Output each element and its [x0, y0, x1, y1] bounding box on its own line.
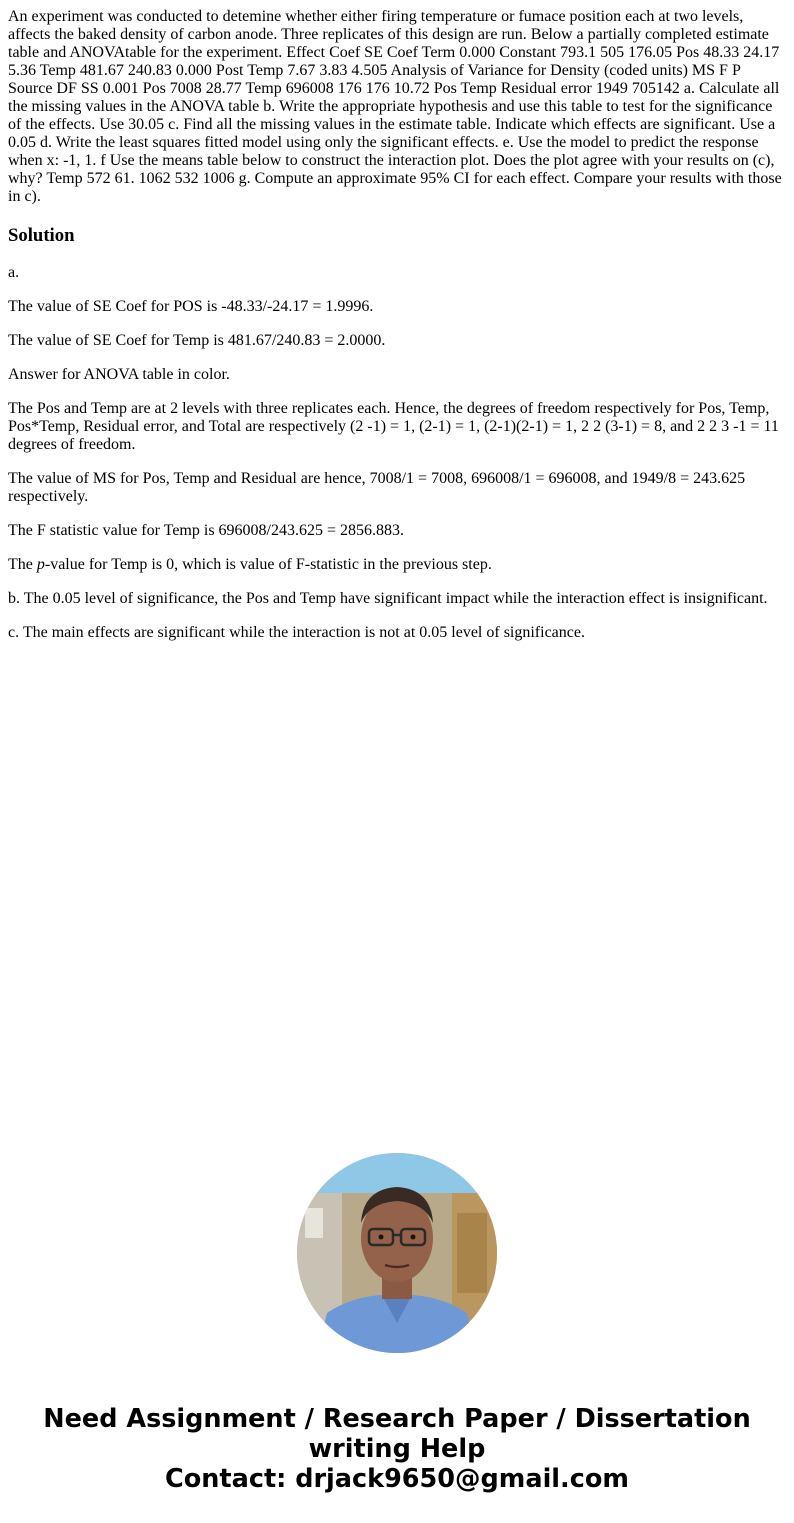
- footer-help-text: Need Assignment / Research Paper / Dissertation writing Help: [43, 1404, 751, 1464]
- f-statistic-text: The F statistic value for Temp is 696008/243.625 = 2856.883.: [8, 522, 405, 539]
- footer-banner: [0, 1404, 794, 1494]
- p-value-prefix: The: [8, 556, 37, 573]
- question-text: An experiment was conducted to detemine whether either firing temperature or fumace position each at two levels, affects the baked density of carbon anode. Three replicates of this design are run. Below a partially completed estimate table and ANOVAtable for the experiment. Effect Coef SE Coef Term 0.000 Constant 793.1 505 176.05 Pos 48.33 24.17 5.36 Temp 481.67 240.83 0.000 Post Temp 7.67 3.83 4.505 Analysis of Variance for Density (coded units) MS F P Source DF SS 0.001 Pos 7008 28.77 Temp 696008 176 176 10.72 Pos Temp Residual error 1949 705142 a. Calculate all the missing values in the ANOVA table b. Write the appropriate hypothesis and use this table to test for the significance of the effects. Use 30.05 c. Find all the missing values in the estimate table. Indicate which effects are significant. Use a 0.05 d. Write the least squares fitted model using only the significant effects. e. Use the model to predict the response when x: -1, 1. f Use the means table below to construct the interaction plot. Does the plot agree with your results on (c), why? Temp 572 61. 1062 532 1006 g. Compute an approximate 95% CI for each effect. Compare your results with those in c).: [8, 8, 782, 205]
- p-italic: p: [36, 556, 45, 573]
- part-b-text: b. The 0.05 level of significance, the Pos and Temp have significant impact while the interaction effect is insignificant.: [8, 590, 768, 607]
- part-a-label: a.: [8, 264, 20, 281]
- se-coef-pos-text: The value of SE Coef for POS is -48.33/-24.17 = 1.9996.: [8, 298, 374, 315]
- mean-squares-text: The value of MS for Pos, Temp and Residual are hence, 7008/1 = 7008, 696008/1 = 696008, and 1949/8 = 243.625 respectively.: [8, 470, 746, 505]
- p-value-suffix: -value for Temp is 0, which is value of F-statistic in the previous step.: [44, 556, 492, 573]
- degrees-of-freedom-text: The Pos and Temp are at 2 levels with three replicates each. Hence, the degrees of freedom respectively for Pos, Temp, Pos*Temp, Residual error, and Total are respectively (2 -1) = 1, (2-1) = 1, (2-1)(2-1) = 1, 2 2 (3-1) = 8, and 2 2 3 -1 = 11 degrees of freedom.: [8, 400, 779, 453]
- footer-contact-text: Contact: drjack9650@gmail.com: [165, 1464, 629, 1494]
- se-coef-temp-text: The value of SE Coef for Temp is 481.67/240.83 = 2.0000.: [8, 332, 386, 349]
- author-avatar: [297, 1153, 497, 1353]
- part-c-text: c. The main effects are significant while the interaction is not at 0.05 level of significance.: [8, 624, 585, 641]
- document-body: [8, 8, 786, 658]
- p-value-text: [8, 556, 786, 574]
- anova-note-text: Answer for ANOVA table in color.: [8, 366, 230, 383]
- solution-heading: Solution: [8, 225, 75, 246]
